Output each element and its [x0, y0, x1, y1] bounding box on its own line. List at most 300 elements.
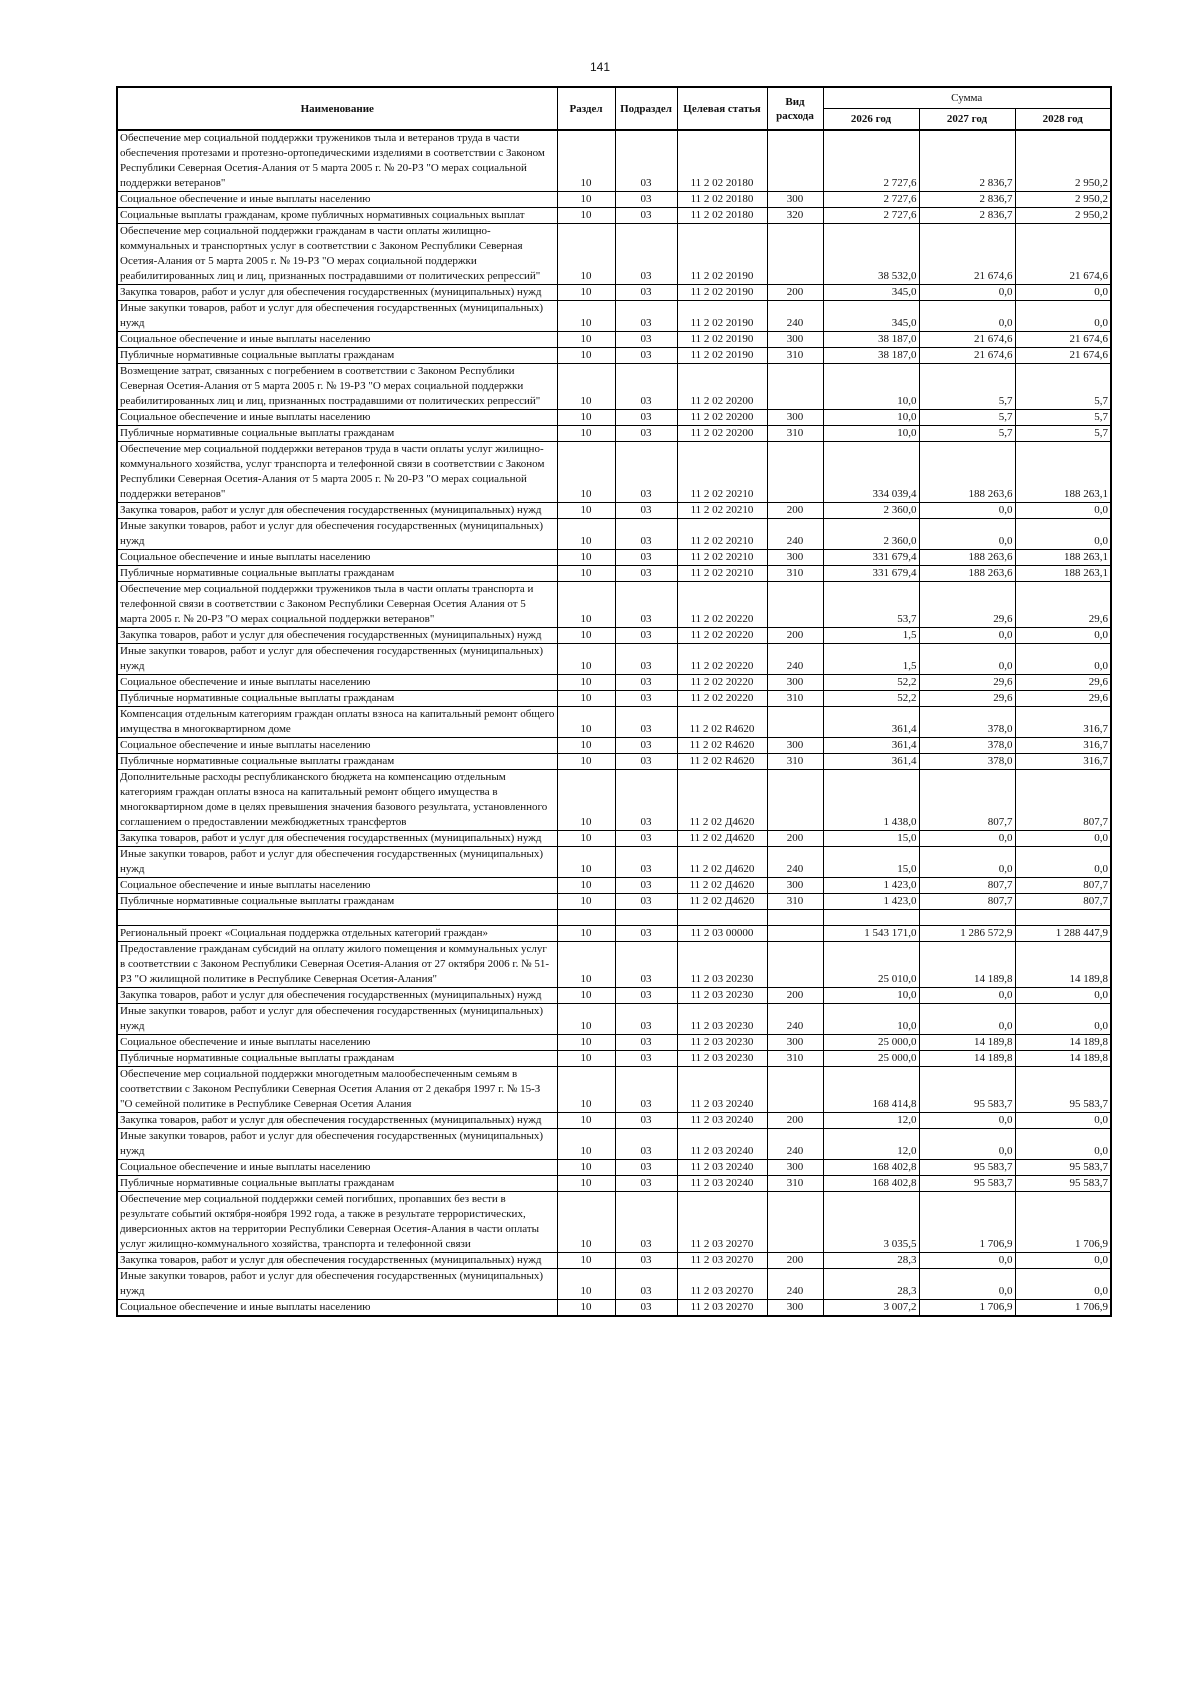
- row-celevaya-statya: 11 2 02 20210: [677, 566, 767, 582]
- spacer-cell: [677, 910, 767, 926]
- row-podrazdel: 03: [615, 550, 677, 566]
- row-vid-rashoda: [767, 1067, 823, 1113]
- table-row: [117, 942, 1111, 988]
- row-name: Закупка товаров, работ и услуг для обеспечения государственных (муниципальных) нужд: [117, 831, 557, 847]
- row-sum-2027: 14 189,8: [919, 942, 1015, 988]
- table-row: [117, 208, 1111, 224]
- row-sum-2027: 0,0: [919, 503, 1015, 519]
- row-vid-rashoda: 300: [767, 550, 823, 566]
- row-sum-2026: 28,3: [823, 1253, 919, 1269]
- row-razdel: 10: [557, 130, 615, 192]
- row-sum-2026: 15,0: [823, 831, 919, 847]
- row-celevaya-statya: 11 2 02 R4620: [677, 707, 767, 738]
- row-sum-2027: 2 836,7: [919, 130, 1015, 192]
- row-podrazdel: 03: [615, 1253, 677, 1269]
- row-sum-2028: 0,0: [1015, 988, 1111, 1004]
- row-celevaya-statya: 11 2 02 Д4620: [677, 831, 767, 847]
- row-razdel: 10: [557, 691, 615, 707]
- table-row: [117, 224, 1111, 285]
- row-sum-2028: 2 950,2: [1015, 192, 1111, 208]
- row-razdel: 10: [557, 332, 615, 348]
- row-celevaya-statya: 11 2 03 20240: [677, 1129, 767, 1160]
- row-celevaya-statya: 11 2 03 20230: [677, 942, 767, 988]
- row-sum-2028: 29,6: [1015, 691, 1111, 707]
- row-razdel: 10: [557, 566, 615, 582]
- row-vid-rashoda: [767, 582, 823, 628]
- row-sum-2026: 52,2: [823, 691, 919, 707]
- row-podrazdel: 03: [615, 301, 677, 332]
- row-razdel: 10: [557, 285, 615, 301]
- row-sum-2026: 25 000,0: [823, 1035, 919, 1051]
- row-sum-2028: 316,7: [1015, 707, 1111, 738]
- row-celevaya-statya: 11 2 02 20200: [677, 410, 767, 426]
- spacer-cell: [117, 910, 557, 926]
- row-sum-2028: 21 674,6: [1015, 224, 1111, 285]
- row-podrazdel: 03: [615, 1176, 677, 1192]
- row-sum-2028: 21 674,6: [1015, 332, 1111, 348]
- table-row: [117, 644, 1111, 675]
- row-sum-2026: 361,4: [823, 738, 919, 754]
- row-vid-rashoda: 240: [767, 301, 823, 332]
- row-sum-2027: 29,6: [919, 582, 1015, 628]
- row-celevaya-statya: 11 2 03 20230: [677, 1035, 767, 1051]
- row-vid-rashoda: 320: [767, 208, 823, 224]
- row-razdel: 10: [557, 442, 615, 503]
- row-vid-rashoda: 200: [767, 1113, 823, 1129]
- row-celevaya-statya: 11 2 02 20180: [677, 192, 767, 208]
- row-razdel: 10: [557, 426, 615, 442]
- row-razdel: 10: [557, 301, 615, 332]
- row-podrazdel: 03: [615, 348, 677, 364]
- row-podrazdel: 03: [615, 1300, 677, 1317]
- row-razdel: 10: [557, 738, 615, 754]
- row-name: Иные закупки товаров, работ и услуг для обеспечения государственных (муниципальных) нужд: [117, 519, 557, 550]
- row-podrazdel: 03: [615, 988, 677, 1004]
- row-razdel: 10: [557, 878, 615, 894]
- row-celevaya-statya: 11 2 02 20210: [677, 550, 767, 566]
- row-sum-2027: 1 286 572,9: [919, 926, 1015, 942]
- row-razdel: 10: [557, 1160, 615, 1176]
- table-row: [117, 831, 1111, 847]
- row-podrazdel: 03: [615, 1004, 677, 1035]
- row-razdel: 10: [557, 831, 615, 847]
- row-razdel: 10: [557, 707, 615, 738]
- row-name: Социальное обеспечение и иные выплаты населению: [117, 1035, 557, 1051]
- header-summa: Сумма: [823, 87, 1111, 109]
- row-vid-rashoda: 240: [767, 1129, 823, 1160]
- row-razdel: 10: [557, 348, 615, 364]
- row-sum-2028: 188 263,1: [1015, 566, 1111, 582]
- row-vid-rashoda: [767, 442, 823, 503]
- row-razdel: 10: [557, 519, 615, 550]
- row-vid-rashoda: 240: [767, 644, 823, 675]
- row-sum-2028: 0,0: [1015, 628, 1111, 644]
- table-row: [117, 847, 1111, 878]
- row-vid-rashoda: [767, 926, 823, 942]
- row-celevaya-statya: 11 2 02 20220: [677, 582, 767, 628]
- row-sum-2026: 10,0: [823, 988, 919, 1004]
- row-sum-2028: 5,7: [1015, 364, 1111, 410]
- table-row: [117, 519, 1111, 550]
- row-razdel: 10: [557, 644, 615, 675]
- row-sum-2027: 21 674,6: [919, 332, 1015, 348]
- row-podrazdel: 03: [615, 1269, 677, 1300]
- row-name: Публичные нормативные социальные выплаты гражданам: [117, 691, 557, 707]
- row-sum-2026: 3 007,2: [823, 1300, 919, 1317]
- row-name: Закупка товаров, работ и услуг для обеспечения государственных (муниципальных) нужд: [117, 1253, 557, 1269]
- row-vid-rashoda: 300: [767, 1300, 823, 1317]
- table-row: [117, 754, 1111, 770]
- row-name: Закупка товаров, работ и услуг для обеспечения государственных (муниципальных) нужд: [117, 1113, 557, 1129]
- row-sum-2027: 0,0: [919, 988, 1015, 1004]
- row-name: Возмещение затрат, связанных с погребением в соответствии с Законом Республики Северная Осетия-Алания от 5 марта 2005 г. № 19-РЗ "О мерах социальной поддержки реабилитированных лиц и лиц, признанных пострадавшими от политических репрессий": [117, 364, 557, 410]
- row-celevaya-statya: 11 2 02 20210: [677, 442, 767, 503]
- row-razdel: 10: [557, 1253, 615, 1269]
- row-podrazdel: 03: [615, 503, 677, 519]
- row-sum-2026: 1 543 171,0: [823, 926, 919, 942]
- spacer-cell: [1015, 910, 1111, 926]
- row-sum-2027: 2 836,7: [919, 192, 1015, 208]
- row-vid-rashoda: 200: [767, 1253, 823, 1269]
- row-sum-2027: 188 263,6: [919, 442, 1015, 503]
- row-vid-rashoda: 300: [767, 878, 823, 894]
- row-sum-2026: 12,0: [823, 1129, 919, 1160]
- table-row: [117, 738, 1111, 754]
- row-podrazdel: 03: [615, 208, 677, 224]
- row-sum-2028: 21 674,6: [1015, 348, 1111, 364]
- row-celevaya-statya: 11 2 03 20240: [677, 1160, 767, 1176]
- row-celevaya-statya: 11 2 03 20240: [677, 1113, 767, 1129]
- row-name: Закупка товаров, работ и услуг для обеспечения государственных (муниципальных) нужд: [117, 285, 557, 301]
- row-vid-rashoda: 300: [767, 192, 823, 208]
- row-sum-2026: 1,5: [823, 644, 919, 675]
- row-vid-rashoda: 200: [767, 285, 823, 301]
- row-name: Иные закупки товаров, работ и услуг для обеспечения государственных (муниципальных) нужд: [117, 301, 557, 332]
- row-podrazdel: 03: [615, 1129, 677, 1160]
- row-name: Обеспечение мер социальной поддержки гражданам в части оплаты жилищно-коммунальных и транспортных услуг в соответствии с Законом Республики Северная Осетия-Алания от 5 марта 2005 г. № 19-РЗ "О мерах социальной поддержки реабилитированных лиц и лиц, признанных пострадавшими от политических репрессий": [117, 224, 557, 285]
- row-name: Социальное обеспечение и иные выплаты населению: [117, 738, 557, 754]
- row-vid-rashoda: 310: [767, 426, 823, 442]
- row-name: Предоставление гражданам субсидий на оплату жилого помещения и коммунальных услуг в соответствии с Законом Республики Северная Осетия-Алания от 27 октября 2006 г. № 51-РЗ "О жилищной политике в Республике Северная Осетия-Алания": [117, 942, 557, 988]
- row-name: Иные закупки товаров, работ и услуг для обеспечения государственных (муниципальных) нужд: [117, 644, 557, 675]
- row-sum-2028: 2 950,2: [1015, 208, 1111, 224]
- table-row: [117, 332, 1111, 348]
- table-row: [117, 878, 1111, 894]
- row-sum-2028: 14 189,8: [1015, 942, 1111, 988]
- row-sum-2026: 25 010,0: [823, 942, 919, 988]
- row-vid-rashoda: 310: [767, 894, 823, 910]
- row-sum-2028: 0,0: [1015, 301, 1111, 332]
- row-sum-2027: 0,0: [919, 847, 1015, 878]
- row-sum-2026: 2 727,6: [823, 130, 919, 192]
- row-vid-rashoda: 310: [767, 1176, 823, 1192]
- row-name: Публичные нормативные социальные выплаты гражданам: [117, 894, 557, 910]
- row-celevaya-statya: 11 2 02 Д4620: [677, 770, 767, 831]
- row-name: Обеспечение мер социальной поддержки многодетным малообеспеченным семьям в соответствии с Законом Республики Северная Осетия Алания от 2 декабря 1997 г. № 15-З "О семейной политике в Республике Северная Осетия Алания: [117, 1067, 557, 1113]
- row-name: Иные закупки товаров, работ и услуг для обеспечения государственных (муниципальных) нужд: [117, 1004, 557, 1035]
- row-sum-2028: 14 189,8: [1015, 1051, 1111, 1067]
- row-sum-2028: 95 583,7: [1015, 1067, 1111, 1113]
- row-razdel: 10: [557, 675, 615, 691]
- spacer-cell: [615, 910, 677, 926]
- row-sum-2026: 168 414,8: [823, 1067, 919, 1113]
- row-razdel: 10: [557, 1004, 615, 1035]
- row-vid-rashoda: 300: [767, 332, 823, 348]
- row-sum-2027: 0,0: [919, 1129, 1015, 1160]
- row-vid-rashoda: 300: [767, 675, 823, 691]
- row-sum-2027: 807,7: [919, 878, 1015, 894]
- row-sum-2026: 361,4: [823, 707, 919, 738]
- row-sum-2027: 188 263,6: [919, 566, 1015, 582]
- row-sum-2028: 0,0: [1015, 1004, 1111, 1035]
- row-celevaya-statya: 11 2 02 20190: [677, 224, 767, 285]
- row-sum-2026: 10,0: [823, 426, 919, 442]
- row-sum-2028: 29,6: [1015, 582, 1111, 628]
- row-celevaya-statya: 11 2 03 20270: [677, 1300, 767, 1317]
- row-sum-2026: 334 039,4: [823, 442, 919, 503]
- row-podrazdel: 03: [615, 332, 677, 348]
- row-razdel: 10: [557, 1035, 615, 1051]
- row-sum-2027: 29,6: [919, 691, 1015, 707]
- row-podrazdel: 03: [615, 582, 677, 628]
- row-celevaya-statya: 11 2 02 20220: [677, 644, 767, 675]
- row-sum-2027: 378,0: [919, 738, 1015, 754]
- row-name: Обеспечение мер социальной поддержки ветеранов труда в части оплаты услуг жилищно-коммунального хозяйства, услуг транспорта и телефонной связи в соответствии с Законом Республики Северная Осетия-Алания от 5 марта 2005 г. № 20-РЗ "О мерах социальной поддержки ветеранов": [117, 442, 557, 503]
- row-sum-2027: 21 674,6: [919, 224, 1015, 285]
- row-razdel: 10: [557, 410, 615, 426]
- row-sum-2028: 0,0: [1015, 1253, 1111, 1269]
- table-row: [117, 1253, 1111, 1269]
- row-celevaya-statya: 11 2 03 20230: [677, 1051, 767, 1067]
- row-sum-2027: 29,6: [919, 675, 1015, 691]
- row-sum-2028: 0,0: [1015, 847, 1111, 878]
- row-razdel: 10: [557, 208, 615, 224]
- row-sum-2027: 95 583,7: [919, 1176, 1015, 1192]
- row-podrazdel: 03: [615, 847, 677, 878]
- row-celevaya-statya: 11 2 02 20220: [677, 691, 767, 707]
- row-celevaya-statya: 11 2 03 20230: [677, 988, 767, 1004]
- row-name: Социальное обеспечение и иные выплаты населению: [117, 332, 557, 348]
- row-name: Иные закупки товаров, работ и услуг для обеспечения государственных (муниципальных) нужд: [117, 847, 557, 878]
- table-row: [117, 1004, 1111, 1035]
- table-row: [117, 707, 1111, 738]
- row-celevaya-statya: 11 2 02 20220: [677, 628, 767, 644]
- table-row: [117, 442, 1111, 503]
- row-sum-2027: 0,0: [919, 1253, 1015, 1269]
- row-vid-rashoda: 200: [767, 831, 823, 847]
- row-name: Социальные выплаты гражданам, кроме публичных нормативных социальных выплат: [117, 208, 557, 224]
- table-row: [117, 1067, 1111, 1113]
- row-name: Иные закупки товаров, работ и услуг для обеспечения государственных (муниципальных) нужд: [117, 1129, 557, 1160]
- row-vid-rashoda: 200: [767, 988, 823, 1004]
- row-vid-rashoda: 240: [767, 847, 823, 878]
- header-year-2027: 2027 год: [919, 109, 1015, 131]
- row-name: Публичные нормативные социальные выплаты гражданам: [117, 348, 557, 364]
- row-sum-2028: 0,0: [1015, 1113, 1111, 1129]
- page-number: 141: [589, 60, 611, 74]
- row-sum-2028: 5,7: [1015, 410, 1111, 426]
- row-razdel: 10: [557, 1113, 615, 1129]
- table-spacer-row: [117, 910, 1111, 926]
- row-sum-2026: 3 035,5: [823, 1192, 919, 1253]
- row-celevaya-statya: 11 2 02 20190: [677, 301, 767, 332]
- row-vid-rashoda: 310: [767, 691, 823, 707]
- row-podrazdel: 03: [615, 754, 677, 770]
- spacer-cell: [919, 910, 1015, 926]
- row-sum-2026: 1 438,0: [823, 770, 919, 831]
- row-razdel: 10: [557, 1269, 615, 1300]
- row-vid-rashoda: 300: [767, 738, 823, 754]
- row-podrazdel: 03: [615, 426, 677, 442]
- table-row: [117, 192, 1111, 208]
- row-vid-rashoda: [767, 770, 823, 831]
- row-name: Социальное обеспечение и иные выплаты населению: [117, 878, 557, 894]
- row-sum-2026: 168 402,8: [823, 1176, 919, 1192]
- row-sum-2027: 378,0: [919, 754, 1015, 770]
- row-sum-2026: 38 187,0: [823, 332, 919, 348]
- row-name: Социальное обеспечение и иные выплаты населению: [117, 410, 557, 426]
- row-sum-2028: 0,0: [1015, 503, 1111, 519]
- row-razdel: 10: [557, 1192, 615, 1253]
- table-row: [117, 691, 1111, 707]
- row-sum-2026: 2 727,6: [823, 208, 919, 224]
- row-name: Обеспечение мер социальной поддержки тружеников тыла и ветеранов труда в части обеспечения протезами и протезно-ортопедическими изделиями в соответствии с Законом Республики Северная Осетия-Алания от 5 марта 2005 г. № 20-РЗ "О мерах социальной поддержки ветеранов": [117, 130, 557, 192]
- table-row: [117, 1035, 1111, 1051]
- row-sum-2026: 361,4: [823, 754, 919, 770]
- row-sum-2027: 0,0: [919, 301, 1015, 332]
- row-celevaya-statya: 11 2 02 20200: [677, 364, 767, 410]
- table-row: [117, 503, 1111, 519]
- row-celevaya-statya: 11 2 02 20190: [677, 332, 767, 348]
- row-sum-2026: 2 727,6: [823, 192, 919, 208]
- row-razdel: 10: [557, 1051, 615, 1067]
- row-name: Иные закупки товаров, работ и услуг для обеспечения государственных (муниципальных) нужд: [117, 1269, 557, 1300]
- row-podrazdel: 03: [615, 894, 677, 910]
- row-podrazdel: 03: [615, 738, 677, 754]
- row-celevaya-statya: 11 2 02 20210: [677, 519, 767, 550]
- row-sum-2028: 1 288 447,9: [1015, 926, 1111, 942]
- table-row: [117, 426, 1111, 442]
- header-year-2026: 2026 год: [823, 109, 919, 131]
- row-vid-rashoda: 240: [767, 1004, 823, 1035]
- row-name: Компенсация отдельным категориям граждан оплаты взноса на капитальный ремонт общего имущества в многоквартирном доме: [117, 707, 557, 738]
- row-podrazdel: 03: [615, 628, 677, 644]
- row-razdel: 10: [557, 1129, 615, 1160]
- row-celevaya-statya: 11 2 02 Д4620: [677, 878, 767, 894]
- table-body: [117, 130, 1111, 1316]
- row-name: Публичные нормативные социальные выплаты гражданам: [117, 1051, 557, 1067]
- row-sum-2027: 21 674,6: [919, 348, 1015, 364]
- row-name: Обеспечение мер социальной поддержки семей погибших, пропавших без вести в результате событий октября-ноября 1992 года, а также в результате террористических, диверсионных актов на территории Республики Северная Осетия-Алания в части оплаты услуг жилищно-коммунального хозяйства, транспорта и телефонной связи: [117, 1192, 557, 1253]
- row-sum-2027: 0,0: [919, 628, 1015, 644]
- row-name: Закупка товаров, работ и услуг для обеспечения государственных (муниципальных) нужд: [117, 503, 557, 519]
- row-podrazdel: 03: [615, 942, 677, 988]
- row-name: Социальное обеспечение и иные выплаты населению: [117, 1160, 557, 1176]
- row-sum-2026: 331 679,4: [823, 566, 919, 582]
- table-row: [117, 628, 1111, 644]
- row-sum-2027: 1 706,9: [919, 1192, 1015, 1253]
- row-podrazdel: 03: [615, 130, 677, 192]
- row-sum-2028: 95 583,7: [1015, 1176, 1111, 1192]
- row-sum-2028: 95 583,7: [1015, 1160, 1111, 1176]
- header-razdel: Раздел: [557, 87, 615, 130]
- row-sum-2028: 188 263,1: [1015, 442, 1111, 503]
- row-name: Публичные нормативные социальные выплаты гражданам: [117, 1176, 557, 1192]
- row-podrazdel: 03: [615, 675, 677, 691]
- row-razdel: 10: [557, 847, 615, 878]
- table-row: [117, 130, 1111, 192]
- row-sum-2028: 316,7: [1015, 738, 1111, 754]
- row-podrazdel: 03: [615, 1192, 677, 1253]
- row-sum-2026: 15,0: [823, 847, 919, 878]
- table-row: [117, 1269, 1111, 1300]
- row-sum-2028: 807,7: [1015, 770, 1111, 831]
- row-sum-2026: 38 187,0: [823, 348, 919, 364]
- table-row: [117, 675, 1111, 691]
- row-celevaya-statya: 11 2 02 Д4620: [677, 894, 767, 910]
- row-sum-2028: 316,7: [1015, 754, 1111, 770]
- row-sum-2027: 0,0: [919, 519, 1015, 550]
- row-sum-2027: 1 706,9: [919, 1300, 1015, 1317]
- row-sum-2026: 53,7: [823, 582, 919, 628]
- row-sum-2026: 2 360,0: [823, 519, 919, 550]
- row-podrazdel: 03: [615, 707, 677, 738]
- row-sum-2028: 14 189,8: [1015, 1035, 1111, 1051]
- row-vid-rashoda: [767, 1192, 823, 1253]
- header-vid-rashoda: Вид расхода: [767, 87, 823, 130]
- row-razdel: 10: [557, 894, 615, 910]
- table-row: [117, 988, 1111, 1004]
- row-sum-2027: 5,7: [919, 364, 1015, 410]
- table-row: [117, 566, 1111, 582]
- row-sum-2027: 5,7: [919, 426, 1015, 442]
- row-razdel: 10: [557, 988, 615, 1004]
- table-row: [117, 301, 1111, 332]
- row-razdel: 10: [557, 770, 615, 831]
- row-sum-2027: 14 189,8: [919, 1035, 1015, 1051]
- row-sum-2027: 5,7: [919, 410, 1015, 426]
- table-row: [117, 1113, 1111, 1129]
- row-sum-2027: 95 583,7: [919, 1160, 1015, 1176]
- row-sum-2027: 0,0: [919, 285, 1015, 301]
- row-razdel: 10: [557, 364, 615, 410]
- row-celevaya-statya: 11 2 02 20180: [677, 208, 767, 224]
- table-row: [117, 1051, 1111, 1067]
- row-vid-rashoda: 300: [767, 1160, 823, 1176]
- row-podrazdel: 03: [615, 442, 677, 503]
- row-name: Региональный проект «Социальная поддержка отдельных категорий граждан»: [117, 926, 557, 942]
- row-razdel: 10: [557, 192, 615, 208]
- row-sum-2027: 378,0: [919, 707, 1015, 738]
- row-celevaya-statya: 11 2 03 20230: [677, 1004, 767, 1035]
- row-sum-2028: 807,7: [1015, 878, 1111, 894]
- row-sum-2028: 0,0: [1015, 285, 1111, 301]
- row-podrazdel: 03: [615, 285, 677, 301]
- header-name: Наименование: [117, 87, 557, 130]
- row-name: Закупка товаров, работ и услуг для обеспечения государственных (муниципальных) нужд: [117, 628, 557, 644]
- table-row: [117, 1129, 1111, 1160]
- table-row: [117, 410, 1111, 426]
- row-celevaya-statya: 11 2 03 20240: [677, 1067, 767, 1113]
- row-name: Публичные нормативные социальные выплаты гражданам: [117, 754, 557, 770]
- row-sum-2028: 807,7: [1015, 894, 1111, 910]
- row-name: Публичные нормативные социальные выплаты гражданам: [117, 426, 557, 442]
- row-vid-rashoda: 200: [767, 503, 823, 519]
- row-sum-2026: 25 000,0: [823, 1051, 919, 1067]
- row-sum-2026: 331 679,4: [823, 550, 919, 566]
- table-row: [117, 285, 1111, 301]
- row-sum-2027: 0,0: [919, 831, 1015, 847]
